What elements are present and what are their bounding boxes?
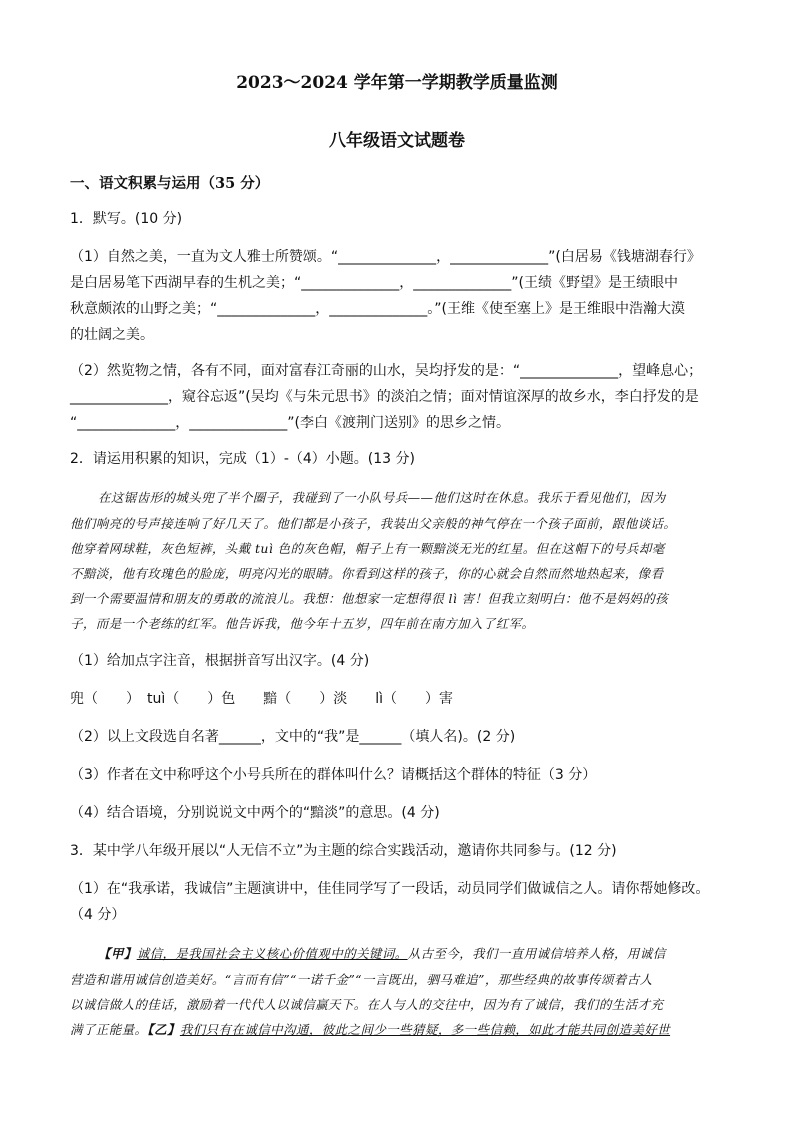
question-1-part1-line4: 的壮阔之美。	[70, 327, 154, 343]
question-2-sub1-items: 兜（ ） tuì（ ）色 黯（ ）淡 lì（ ）害	[70, 691, 454, 707]
exam-title: 2023～2024 学年第一学期教学质量监测	[236, 73, 558, 93]
question-3-stem: 3．某中学八年级开展以“人无信不立”为主题的综合实践活动，邀请你共同参与。(12 分)	[70, 843, 617, 859]
passage-line: 不黯淡，他有玫瑰色的脸庞，明亮闪光的眼睛。你看到这样的孩子，你的心就会自然而然地热起来，像看	[70, 566, 664, 581]
passage-line: 他穿着网球鞋，灰色短裤，头戴 tuì 色的灰色帽，帽子上有一颗黯淡无光的红星。但在这帽下的号兵却毫	[70, 541, 665, 556]
tag-jia: 【甲】	[98, 946, 137, 961]
question-1-part1-line1: （1）自然之美，一直为文人雅士所赞颂。“______________，______________”(白居易《钱塘湖春行》	[70, 249, 701, 265]
question-2-sub4: （4）结合语境，分别说说文中两个的“黯淡”的意思。(4 分)	[70, 805, 440, 821]
question-3-sub1-line2: （4 分）	[70, 907, 126, 923]
speech-line: 营造和谐用诚信创造美好。“言而有信”“一诺千金”“一言既出，驷马难追”，那些经典的故事传颂着古人	[70, 972, 653, 987]
section-heading: 一、语文积累与运用（35 分）	[70, 175, 270, 192]
passage-line: 子，而是一个老练的红军。他告诉我，他今年十五岁，四年前在南方加入了红军。	[70, 616, 535, 631]
passage-line: 他们响亮的号声接连响了好几天了。他们都是小孩子，我装出父亲般的神气停在一个孩子面前，跟他谈话。	[70, 516, 677, 531]
question-2-sub2: （2）以上文段选自名著______，文中的“我”是______（填人名)。(2 分)	[70, 729, 516, 745]
question-1-part2-line3: “______________，______________”(李白《渡荆门送别》的思乡之情。	[70, 415, 510, 431]
speech-text: 从古至今，我们一直用诚信培养人格，用诚信	[407, 946, 666, 961]
question-1-part2-line1: （2）然览物之情，各有不同，面对富春江奇丽的山水，吴均抒发的是：“______________，望峰息心；	[70, 363, 703, 379]
passage-line: 到一个需要温情和朋友的勇敢的流浪儿。我想：他想家一定想得很 lì 害！但我立刻明白：他不是妈妈的孩	[70, 591, 669, 606]
underlined-sentence-jia: 诚信，是我国社会主义核心价值观中的关键词。	[136, 946, 408, 961]
speech-line	[70, 944, 758, 962]
speech-line	[70, 1020, 730, 1038]
question-1-part1-line3: 秋意颇浓的山野之美；“______________，______________。”(王维《使至塞上》是王维眼中浩瀚大漠	[70, 301, 685, 317]
question-1-stem: 1．默写。(10 分)	[70, 211, 183, 227]
question-3-sub1-line1: （1）在“我承诺，我诚信”主题演讲中，佳佳同学写了一段话，动员同学们做诚信之人。请你帮她修改。	[70, 881, 710, 897]
question-1-part2-line2: ______________，窥谷忘返”(吴均《与朱元思书》的淡泊之情；面对情谊深厚的故乡水，李白抒发的是	[70, 389, 699, 405]
tag-yi: 【乙】	[147, 1022, 180, 1037]
question-2-stem: 2．请运用积累的知识，完成（1）-（4）小题。(13 分)	[70, 451, 415, 467]
speech-line: 以诚信做人的佳话，激励着一代代人以诚信赢天下。在人与人的交往中，因为有了诚信，我们的生活才充	[70, 997, 664, 1012]
question-2-sub1: （1）给加点字注音，根据拼音写出汉字。(4 分)	[70, 653, 370, 669]
exam-subtitle: 八年级语文试题卷	[329, 131, 465, 151]
question-1-part1-line2: 是白居易笔下西湖早春的生机之美；“______________，______________”(王绩《野望》是王绩眼中	[70, 275, 678, 291]
question-2-sub3: （3）作者在文中称呼这个小号兵所在的群体叫什么？请概括这个群体的特征（3 分）	[70, 767, 597, 783]
speech-text: 满了正能量。	[70, 1022, 148, 1037]
passage-line: 在这锯齿形的城头兜了半个圈子，我碰到了一小队号兵——他们这时在休息。我乐于看见他们，因为	[98, 490, 666, 505]
underlined-sentence-yi: 我们只有在诚信中沟通，彼此之间少一些猜疑，多一些信赖，如此才能共同创造美好世	[179, 1022, 671, 1037]
